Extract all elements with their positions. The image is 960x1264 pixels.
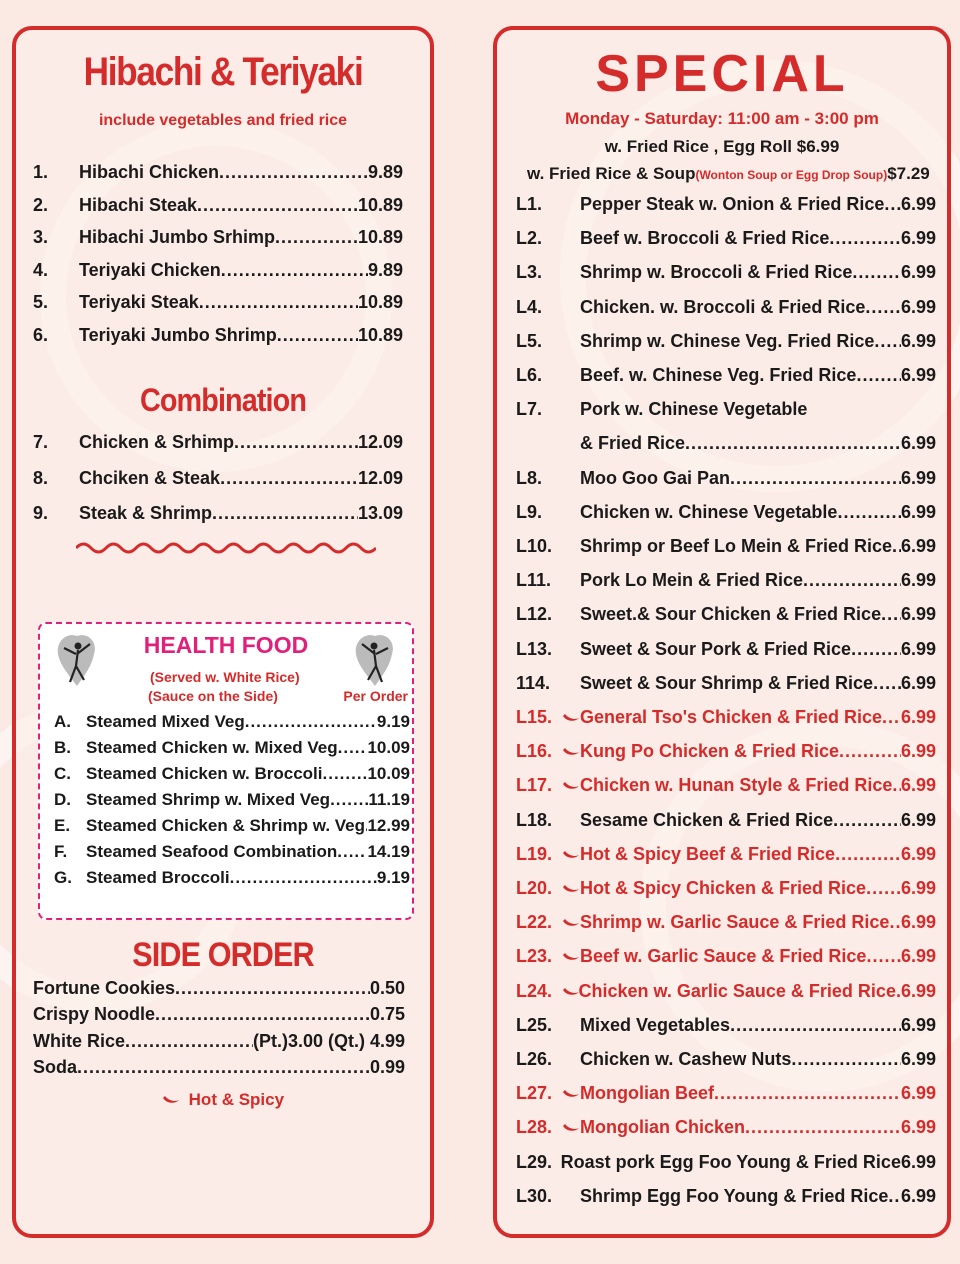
item-number: L3. [516, 262, 543, 283]
chili-pepper-icon [562, 1089, 580, 1099]
item-name: & Fried Rice [580, 433, 686, 454]
side-order-title: SIDE ORDER [132, 936, 314, 974]
special-menu-panel [493, 26, 951, 1238]
special-item [516, 468, 936, 489]
item-name: Beef w. Garlic Sauce & Fried Rice [580, 946, 867, 967]
item-price: 10.89 [357, 227, 403, 248]
item-price: 9.89 [367, 162, 403, 182]
hot-spicy-legend-label: Hot & Spicy [188, 1090, 285, 1109]
item-price: 6.99 [900, 467, 936, 488]
item-name: Steamed Seafood Combination [86, 842, 338, 861]
item-price: 6.99 [900, 1185, 936, 1206]
item-number: L20. [516, 878, 553, 898]
item-name: Chicken w. Garlic Sauce & Fried Rice. [578, 980, 901, 1001]
item-price: 6.99 [900, 1049, 936, 1069]
dot-leader [851, 639, 901, 660]
item-price: 6.99 [900, 672, 936, 693]
dot-leader [212, 503, 358, 524]
item-number: L19. [516, 843, 553, 864]
hibachi-item [33, 260, 403, 281]
special-item [516, 194, 936, 215]
special-item [516, 775, 936, 796]
side-order-item [33, 1031, 405, 1052]
item-number: 7. [33, 432, 49, 452]
dot-leader [837, 502, 901, 523]
health-food-served-note: (Served w. White Rice) [150, 669, 300, 685]
item-price: 6.99 [900, 570, 936, 591]
special-option-soup-price: $7.29 [887, 164, 930, 183]
hibachi-item [33, 195, 403, 216]
item-name: Pepper Steak w. Onion & Fried Rice [580, 194, 885, 214]
item-price: 9.19 [376, 868, 410, 887]
item-name: Sweet & Sour Shrimp & Fried Rice [580, 672, 874, 693]
item-price: 12.09 [357, 467, 403, 488]
item-number: 4. [33, 259, 49, 280]
item-price: 10.89 [357, 292, 403, 313]
item-name: Steamed Chicken w. Mixed Veg [86, 738, 338, 757]
dot-leader [337, 842, 367, 862]
item-price: 6.99 [900, 1151, 936, 1172]
item-name: Teriyaki Chicken [79, 259, 221, 280]
special-item [516, 1152, 936, 1173]
item-name: Hibachi Jumbo Srhimp [79, 227, 276, 248]
item-price: 6.99 [900, 775, 936, 796]
dot-leader [888, 1186, 901, 1207]
item-name: White Rice [33, 1030, 126, 1051]
dot-leader [685, 433, 901, 454]
chili-pepper-icon [562, 850, 580, 860]
dot-leader [199, 292, 358, 313]
chili-pepper-icon [562, 884, 580, 894]
item-name: Shrimp or Beef Lo Mein & Fried Rice [580, 536, 893, 556]
item-name: Fortune Cookies [33, 978, 176, 998]
item-number: L2. [516, 228, 543, 249]
chili-pepper-icon [562, 987, 580, 997]
item-price: 10.89 [357, 325, 403, 345]
health-food-item [54, 764, 410, 784]
special-item [516, 331, 936, 352]
item-number: L5. [516, 330, 543, 351]
special-item [516, 673, 936, 694]
item-number: L11. [516, 570, 552, 591]
dot-leader [275, 227, 358, 248]
item-number: L18. [516, 809, 553, 830]
dot-leader [873, 673, 901, 694]
item-name: Soda [33, 1056, 78, 1077]
dot-leader [221, 260, 368, 281]
dot-leader [866, 946, 901, 967]
item-price: 6.99 [900, 980, 936, 1001]
item-price: 14.19 [367, 842, 410, 861]
item-name: Moo Goo Gai Pan [580, 467, 731, 488]
dot-leader [874, 331, 901, 352]
item-number: L29. [516, 1151, 553, 1172]
hibachi-title: Hibachi & Teriyaki [83, 50, 363, 94]
combination-title: Combination [139, 382, 307, 418]
item-name: Chicken w. Chinese Vegetable [580, 501, 838, 522]
special-option-soup [527, 164, 930, 184]
item-number: 9. [33, 503, 49, 523]
item-name: Chicken. w. Broccoli & Fried Rice [580, 296, 866, 317]
item-number: L23. [516, 946, 553, 967]
dot-leader [155, 1004, 370, 1025]
special-item [516, 912, 936, 933]
health-food-item [54, 790, 410, 810]
tilde-divider [76, 542, 376, 554]
health-food-box [38, 622, 414, 920]
special-item [516, 228, 936, 249]
hibachi-item [33, 325, 403, 346]
side-order-item [33, 978, 405, 999]
item-number: L17. [516, 775, 553, 796]
item-name: Hot & Spicy Beef & Fried Rice [580, 843, 836, 864]
item-number: L9. [516, 501, 543, 522]
special-item [516, 1049, 936, 1070]
item-number: 5. [33, 292, 49, 313]
item-number: C. [54, 764, 71, 783]
special-item [516, 502, 936, 523]
special-item [516, 878, 936, 899]
item-number: L1. [516, 194, 543, 214]
special-item [516, 570, 936, 591]
item-name: Chciken & Steak [79, 467, 221, 488]
special-item [516, 297, 936, 318]
item-price: 6.99 [900, 946, 936, 967]
special-item [516, 399, 936, 420]
item-price: 6.99 [900, 365, 936, 385]
item-price: 0.75 [369, 1004, 405, 1025]
dot-leader [833, 810, 901, 831]
dot-leader [829, 228, 901, 249]
dot-leader [730, 468, 901, 489]
dot-leader [803, 570, 901, 591]
item-name: Hot & Spicy Chicken & Fried Rice [580, 878, 867, 898]
dot-leader [175, 978, 370, 999]
dot-leader [197, 195, 358, 216]
special-item [516, 433, 936, 454]
item-price: 12.99 [367, 816, 410, 835]
chili-pepper-icon [562, 1123, 580, 1133]
item-name: Mongolian Chicken [580, 1117, 746, 1138]
health-food-item [54, 842, 410, 862]
special-item [516, 1186, 936, 1207]
special-title: SPECIAL [595, 45, 849, 103]
dot-leader [882, 707, 901, 728]
item-name: Hibachi Chicken [79, 162, 220, 182]
item-price: 6.99 [900, 501, 936, 522]
item-number: A. [54, 712, 71, 731]
item-name: Shrimp Egg Foo Young & Fried Rice [580, 1185, 889, 1206]
item-name: Steak & Shrimp [79, 503, 213, 523]
item-name: Steamed Shrimp w. Mixed Veg [86, 790, 331, 809]
item-price: 6.99 [900, 1117, 936, 1138]
item-price: 13.09 [357, 503, 403, 523]
item-number: 3. [33, 227, 49, 248]
special-item [516, 365, 936, 386]
item-number: L26. [516, 1049, 553, 1069]
item-name: Crispy Noodle [33, 1004, 156, 1025]
dot-leader [881, 604, 901, 625]
dot-leader [338, 738, 368, 758]
item-name: Teriyaki Steak [79, 292, 199, 313]
item-number: E. [54, 816, 71, 835]
dot-leader [323, 764, 368, 784]
item-price: 9.89 [367, 259, 403, 280]
special-item [516, 844, 936, 865]
item-name: Mixed Vegetables [580, 1014, 731, 1035]
item-number: 1. [33, 162, 49, 182]
item-name: Pork Lo Mein & Fried Rice [580, 570, 804, 591]
per-order-label: Per Order [343, 688, 408, 704]
item-price: 6.99 [900, 262, 936, 283]
item-name: Shrimp w. Broccoli & Fried Rice [580, 262, 853, 283]
hibachi-item [33, 162, 403, 183]
dot-leader [856, 365, 901, 386]
hot-spicy-legend [16, 1090, 430, 1110]
item-price: 10.09 [367, 764, 410, 783]
item-number: L10. [516, 536, 553, 556]
item-name: Shrimp w. Garlic Sauce & Fried Rice [580, 912, 890, 933]
item-price: 6.99 [900, 638, 936, 659]
item-number: F. [54, 842, 68, 861]
item-number: 8. [33, 467, 49, 488]
item-price: 6.99 [900, 296, 936, 317]
item-price: 12.09 [357, 432, 403, 452]
dot-leader [219, 162, 368, 183]
item-price: 6.99 [900, 741, 936, 762]
item-number: 6. [33, 325, 49, 345]
special-item [516, 536, 936, 557]
special-option-soup-label: w. Fried Rice & Soup [527, 164, 696, 183]
soup-choices: (Wonton Soup or Egg Drop Soup) [695, 168, 888, 182]
item-number: L8. [516, 467, 543, 488]
item-number: L24. [516, 980, 553, 1001]
item-name: Steamed Chicken & Shrimp w. Veg [86, 816, 366, 835]
special-item [516, 946, 936, 967]
dot-leader [730, 1015, 901, 1036]
item-name: Chicken w. Cashew Nuts [580, 1049, 792, 1069]
item-price: 6.99 [900, 330, 936, 351]
health-food-sauce-note: (Sauce on the Side) [148, 688, 278, 704]
item-number: G. [54, 868, 72, 887]
dot-leader [234, 432, 358, 453]
dot-leader [889, 912, 901, 933]
item-name: Chicken w. Hunan Style & Fried Rice [580, 775, 893, 796]
special-item [516, 707, 936, 728]
item-number: L30. [516, 1185, 553, 1206]
item-name: Hibachi Steak [79, 194, 198, 215]
item-price: 6.99 [900, 707, 936, 727]
item-number: B. [54, 738, 71, 757]
item-name: Steamed Broccoli [86, 868, 230, 887]
special-item [516, 810, 936, 831]
item-price: 6.99 [900, 194, 936, 214]
item-price: 6.99 [900, 843, 936, 864]
item-price: 9.19 [376, 712, 410, 731]
special-item [516, 981, 936, 1002]
dot-leader [714, 1083, 901, 1104]
dot-leader [277, 325, 358, 346]
chili-pepper-icon [562, 952, 580, 962]
item-number: L4. [516, 296, 543, 317]
side-order-item [33, 1057, 405, 1078]
item-number: D. [54, 790, 71, 809]
item-name: Mongolian Beef [580, 1083, 714, 1104]
item-price: (Pt.)3.00 (Qt.) 4.99 [252, 1030, 405, 1051]
side-order-item [33, 1004, 405, 1025]
chili-pepper-icon [562, 918, 580, 928]
item-price: 0.50 [369, 978, 405, 998]
dot-leader [791, 1049, 901, 1070]
hibachi-subtitle: include vegetables and fried rice [98, 112, 348, 129]
item-name: Pork w. Chinese Vegetable [580, 399, 808, 420]
health-food-item [54, 868, 410, 888]
item-number: L13. [516, 638, 553, 659]
dot-leader [77, 1057, 370, 1078]
item-number: L6. [516, 365, 543, 385]
item-price: 6.99 [900, 912, 936, 933]
chili-pepper-icon [562, 781, 580, 791]
item-number: 2. [33, 194, 49, 215]
health-food-item [54, 816, 410, 836]
special-item [516, 1015, 936, 1036]
item-name: Chicken & Srhimp [79, 432, 235, 452]
item-name: Beef. w. Chinese Veg. Fried Rice [580, 365, 857, 385]
item-name: General Tso's Chicken & Fried Rice [580, 707, 883, 727]
chili-pepper-icon [162, 1095, 180, 1105]
health-food-item [54, 738, 410, 758]
hibachi-item [33, 227, 403, 248]
item-price: 6.99 [900, 1014, 936, 1035]
dot-leader [230, 868, 377, 888]
item-number: 114. [516, 672, 551, 693]
item-price: 6.99 [900, 809, 936, 830]
dot-leader [852, 262, 901, 283]
item-number: L25. [516, 1014, 553, 1035]
dot-leader [865, 297, 901, 318]
dot-leader [892, 536, 901, 557]
dot-leader [839, 741, 901, 762]
item-price: 6.99 [900, 1083, 936, 1104]
combination-item [33, 468, 403, 489]
item-name: Sweet & Sour Pork & Fried Rice [580, 638, 852, 659]
item-name: Roast pork Egg Foo Young & Fried Rice [560, 1151, 901, 1172]
item-price: 6.99 [900, 604, 936, 625]
dot-leader [745, 1117, 901, 1138]
item-price: 0.99 [369, 1056, 405, 1077]
dot-leader [330, 790, 368, 810]
special-item [516, 1083, 936, 1104]
item-name: Steamed Mixed Veg [86, 712, 245, 731]
special-item [516, 262, 936, 283]
dot-leader [866, 878, 901, 899]
left-menu-panel [12, 26, 434, 1238]
special-option-egg-roll: w. Fried Rice , Egg Roll $6.99 [604, 137, 840, 156]
item-name: Beef w. Broccoli & Fried Rice [580, 228, 830, 249]
item-number: L16. [516, 741, 553, 762]
item-price: 6.99 [900, 228, 936, 249]
dot-leader [884, 194, 901, 215]
item-name: Sesame Chicken & Fried Rice [580, 809, 834, 830]
item-name: Shrimp w. Chinese Veg. Fried Rice [580, 330, 875, 351]
chili-pepper-icon [562, 713, 580, 723]
item-number: L15. [516, 707, 553, 727]
combination-item [33, 432, 403, 453]
item-price: 6.99 [900, 878, 936, 898]
item-number: L12. [516, 604, 553, 625]
item-name: Kung Po Chicken & Fried Rice [580, 741, 840, 762]
item-number: L28. [516, 1117, 553, 1138]
item-price: 11.19 [368, 790, 410, 809]
item-name: Teriyaki Jumbo Shrimp [79, 325, 277, 345]
combination-item [33, 503, 403, 524]
item-price: 10.09 [367, 738, 410, 757]
item-name: Sweet.& Sour Chicken & Fried Rice [580, 604, 882, 625]
item-number: L7. [516, 399, 543, 420]
special-item [516, 604, 936, 625]
special-hours: Monday - Saturday: 11:00 am - 3:00 pm [565, 109, 879, 128]
special-item [516, 639, 936, 660]
dot-leader [125, 1031, 253, 1052]
dot-leader [245, 712, 377, 732]
dot-leader [835, 844, 901, 865]
health-food-title: HEALTH FOOD [143, 632, 309, 658]
special-item [516, 1117, 936, 1138]
hibachi-item [33, 292, 403, 313]
item-price: 6.99 [900, 536, 936, 556]
special-item [516, 741, 936, 762]
health-food-item [54, 712, 410, 732]
dot-leader [892, 775, 901, 796]
item-number: L27. [516, 1083, 553, 1104]
item-number: L22. [516, 912, 553, 933]
dot-leader [220, 468, 358, 489]
item-price: 6.99 [900, 433, 936, 454]
item-name: Steamed Chicken w. Broccoli [86, 764, 323, 783]
chili-pepper-icon [562, 747, 580, 757]
item-price: 10.89 [357, 194, 403, 215]
